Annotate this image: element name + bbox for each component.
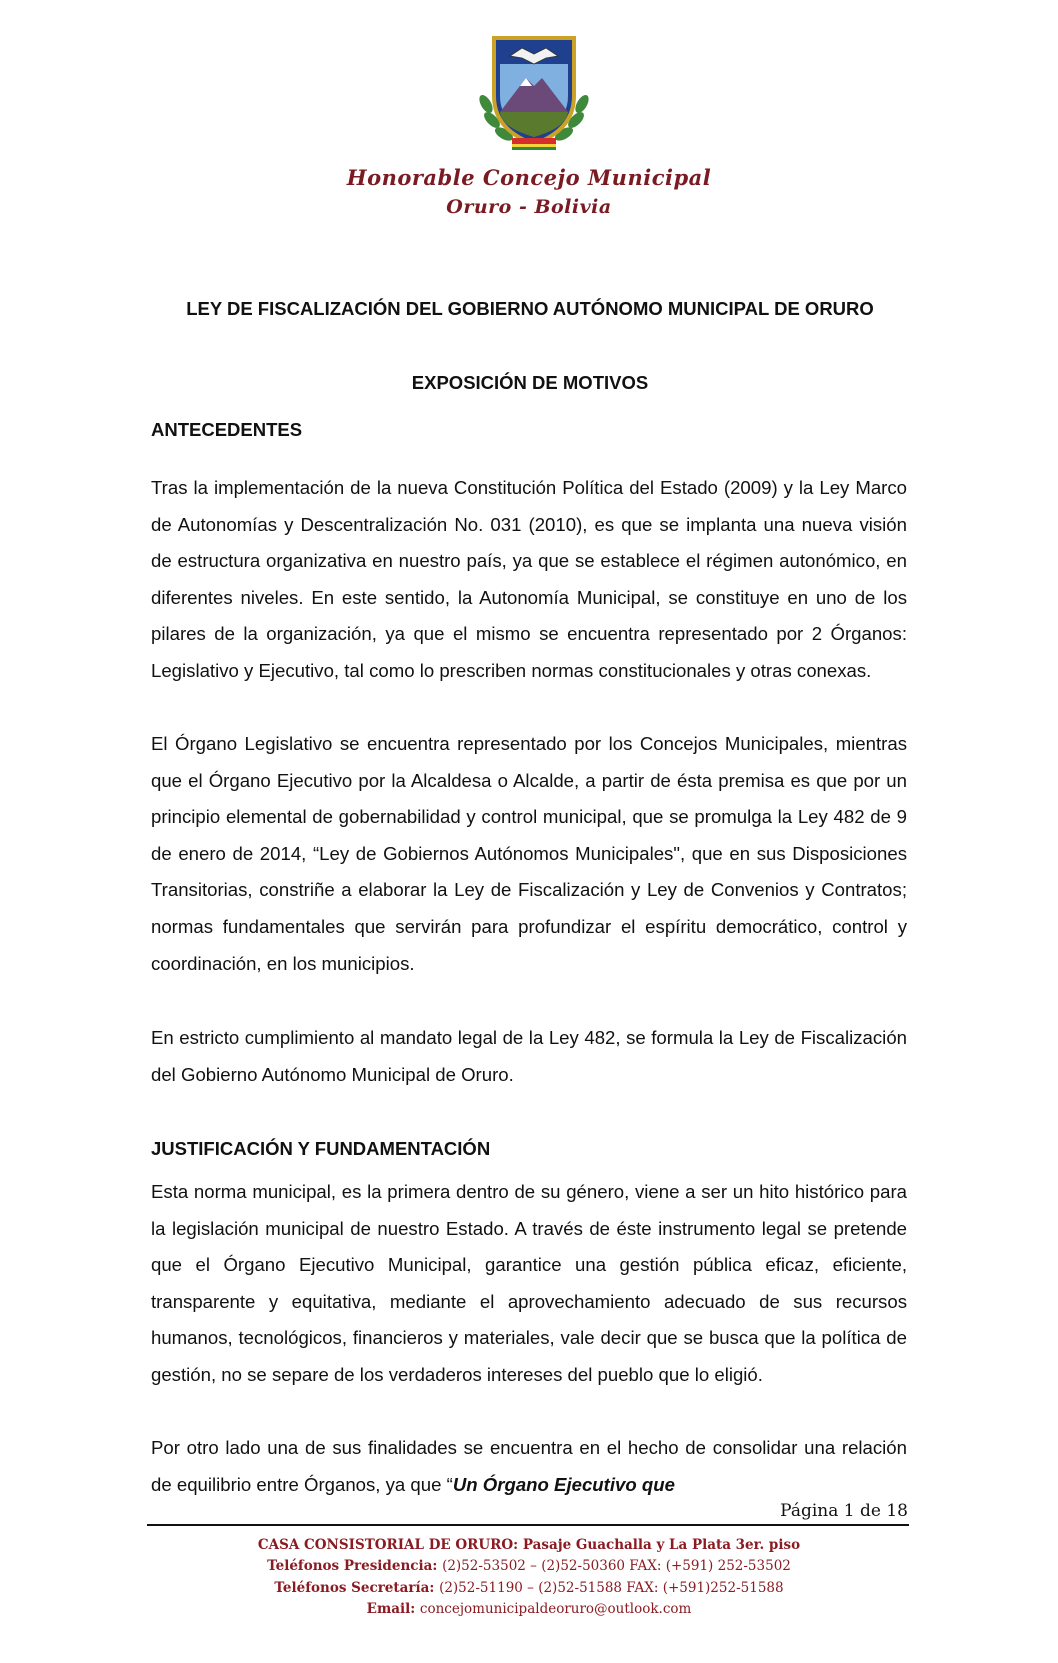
paragraph-5 bbox=[151, 1430, 907, 1503]
footer-phones-secretaria-value: (2)52-51190 – (2)52-51588 FAX: (+591)252-51588 bbox=[439, 1580, 784, 1596]
page-number: Página 1 de 18 bbox=[780, 1501, 908, 1521]
council-name: Honorable Concejo Municipal bbox=[346, 165, 712, 190]
document-title: LEY DE FISCALIZACIÓN DEL GOBIERNO AUTÓNOMO MUNICIPAL DE ORURO bbox=[186, 298, 874, 319]
paragraph-3: En estricto cumplimiento al mandato legal de la Ley 482, se formula la Ley de Fiscalización del Gobierno Autónomo Municipal de Oruro. bbox=[151, 1027, 907, 1085]
footer-phones-secretaria-label: Teléfonos Secretaría: bbox=[274, 1580, 435, 1596]
footer-phones-presidencia bbox=[0, 1558, 1058, 1574]
municipal-coat-of-arms bbox=[476, 34, 592, 152]
footer-address-value: Pasaje Guachalla y La Plata 3er. piso bbox=[522, 1537, 801, 1553]
paragraph-5-text: Por otro lado una de sus finalidades se encuentra en el hecho de consolidar una relación de equilibrio entre Órganos, ya que “ bbox=[151, 1437, 907, 1495]
footer-divider bbox=[147, 1524, 909, 1526]
footer-email-link[interactable]: concejomunicipaldeoruro@outlook.com bbox=[419, 1601, 692, 1617]
section-heading-justificacion: JUSTIFICACIÓN Y FUNDAMENTACIÓN bbox=[151, 1138, 491, 1159]
footer-address-label: CASA CONSISTORIAL DE ORURO: bbox=[257, 1537, 519, 1553]
footer-phones-presidencia-value: (2)52-53502 – (2)52-50360 FAX: (+591) 252-53502 bbox=[442, 1558, 791, 1574]
section-heading-antecedentes: ANTECEDENTES bbox=[151, 419, 303, 440]
paragraph-5-emphasis: Un Órgano Ejecutivo que bbox=[452, 1473, 675, 1495]
paragraph-4: Esta norma municipal, es la primera dentro de su género, viene a ser un hito histórico para la legislación municipal de nuestro Estado. A través de éste instrumento legal se pretende que el Órgano Ejecutivo Municipal, garantice una gestión pública eficaz, eficiente, transparente y equitativa, mediante el aprovechamiento adecuado de sus recursos humanos, tecnológicos, financieros y materiales, vale decir que se busca que la política de gestión, no se separe de los verdaderos intereses del pueblo que lo eligió. bbox=[151, 1181, 907, 1385]
footer-email-label: Email: bbox=[366, 1601, 416, 1617]
footer-address bbox=[0, 1537, 1058, 1553]
document-subtitle: EXPOSICIÓN DE MOTIVOS bbox=[411, 372, 649, 393]
footer-phones-secretaria bbox=[0, 1580, 1058, 1596]
paragraph-2: El Órgano Legislativo se encuentra representado por los Concejos Municipales, mientras que el Órgano Ejecutivo por la Alcaldesa o Alcalde, a partir de ésta premisa es que por un principio elemental de gobernabilidad y control municipal, que se promulga la Ley 482 de 9 de enero de 2014, “Ley de Gobiernos Autónomos Municipales", que en sus Disposiciones Transitorias, constriñe a elaborar la Ley de Fiscalización y Ley de Convenios y Contratos; normas fundamentales que servirán para profundizar el espíritu democrático, control y coordinación, en los municipios. bbox=[151, 733, 907, 974]
paragraph-1: Tras la implementación de la nueva Constitución Política del Estado (2009) y la Ley Marco de Autonomías y Descentralización No. 031 (2010), es que se implanta una nueva visión de estructura organizativa en nuestro país, ya que se establece el régimen autonómico, en diferentes niveles. En este sentido, la Autonomía Municipal, se constituye en uno de los pilares de la organización, ya que el mismo se encuentra representado por 2 Órganos: Legislativo y Ejecutivo, tal como lo prescriben normas constitucionales y otras conexas. bbox=[151, 477, 907, 681]
council-location: Oruro - Bolivia bbox=[446, 196, 612, 218]
footer-email bbox=[0, 1601, 1058, 1617]
footer-phones-presidencia-label: Teléfonos Presidencia: bbox=[267, 1558, 438, 1574]
